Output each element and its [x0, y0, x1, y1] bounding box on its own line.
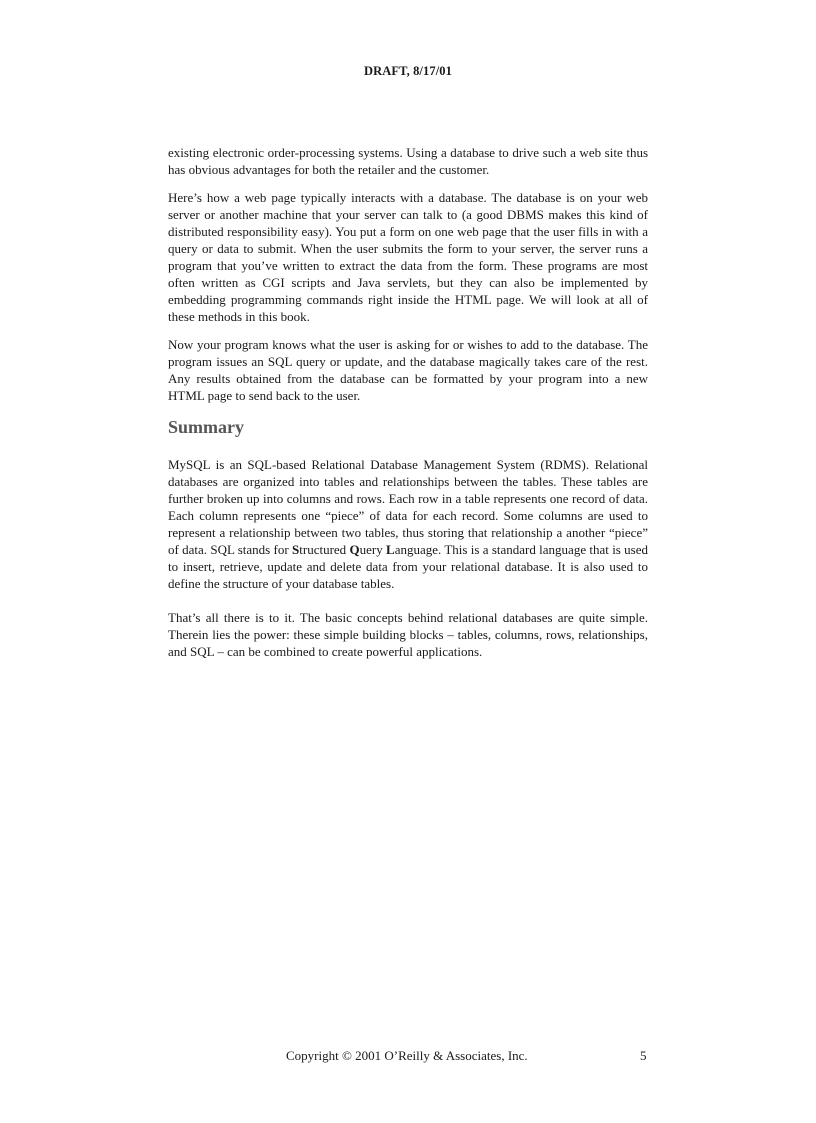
- sql-word-uery: uery: [359, 542, 387, 557]
- page-number: 5: [640, 1048, 647, 1063]
- page-header: [0, 64, 816, 79]
- paragraph-summary-mysql: [168, 456, 648, 592]
- sql-letter-q: Q: [349, 542, 360, 557]
- sql-word-tructured: tructured: [299, 542, 350, 557]
- paragraph-intro: existing electronic order-processing systems. Using a database to drive such a web site thus has obvious advantages for both the retailer and the customer.: [168, 145, 648, 177]
- sql-letter-s: S: [292, 542, 300, 557]
- summary-section: [168, 456, 648, 660]
- paragraph-program-query: Now your program knows what the user is asking for or wishes to add to the database. The program issues an SQL query or update, and the database magically takes care of the rest. Any results obtained from the database can be formatted by your program into a new HTML page to send back to the user.: [168, 337, 648, 403]
- section-heading-summary: Summary: [168, 417, 244, 437]
- paragraph-web-interaction: Here’s how a web page typically interacts with a database. The database is on your web server or another machine that your server can talk to (a good DBMS makes this kind of distributed responsibility easy). You put a form on one web page that the user fills in with a query or data to submit. When the user submits the form to your server, the server runs a program that you’ve written to extract the data from the form. These programs are most often written as CGI scripts and Java servlets, but they can also be implemented by embedding programming commands right inside the HTML page. We will look at all of these methods in this book.: [168, 190, 648, 324]
- sql-letter-l: L: [386, 542, 395, 557]
- page-body: [168, 144, 648, 671]
- copyright-notice: Copyright © 2001 O’Reilly & Associates, Inc.: [286, 1048, 528, 1063]
- summary-text-b: anguage. This is a standard language that is used to insert, retrieve, update and delete data from your relational database. It is also used to define the structure of your database tables.: [168, 542, 649, 591]
- summary-text-a: MySQL is an SQL-based Relational Database Management System (RDMS). Relational databases are organized into tables and relationships between the tables. These tables are further broken up into columns and rows. Each row in a table represents one record of data. Each column represents one “piece” of data for each record. Some columns are used to represent a relationship between two tables, thus storing that relationship a another “piece” of data. SQL stands for: [168, 457, 648, 557]
- draft-label: DRAFT, 8/17/01: [364, 64, 452, 78]
- paragraph-summary-conclusion: That’s all there is to it. The basic concepts behind relational databases are quite simple. Therein lies the power: these simple building blocks – tables, columns, rows, relationships, and SQL – can be combined to create powerful applications.: [168, 610, 648, 659]
